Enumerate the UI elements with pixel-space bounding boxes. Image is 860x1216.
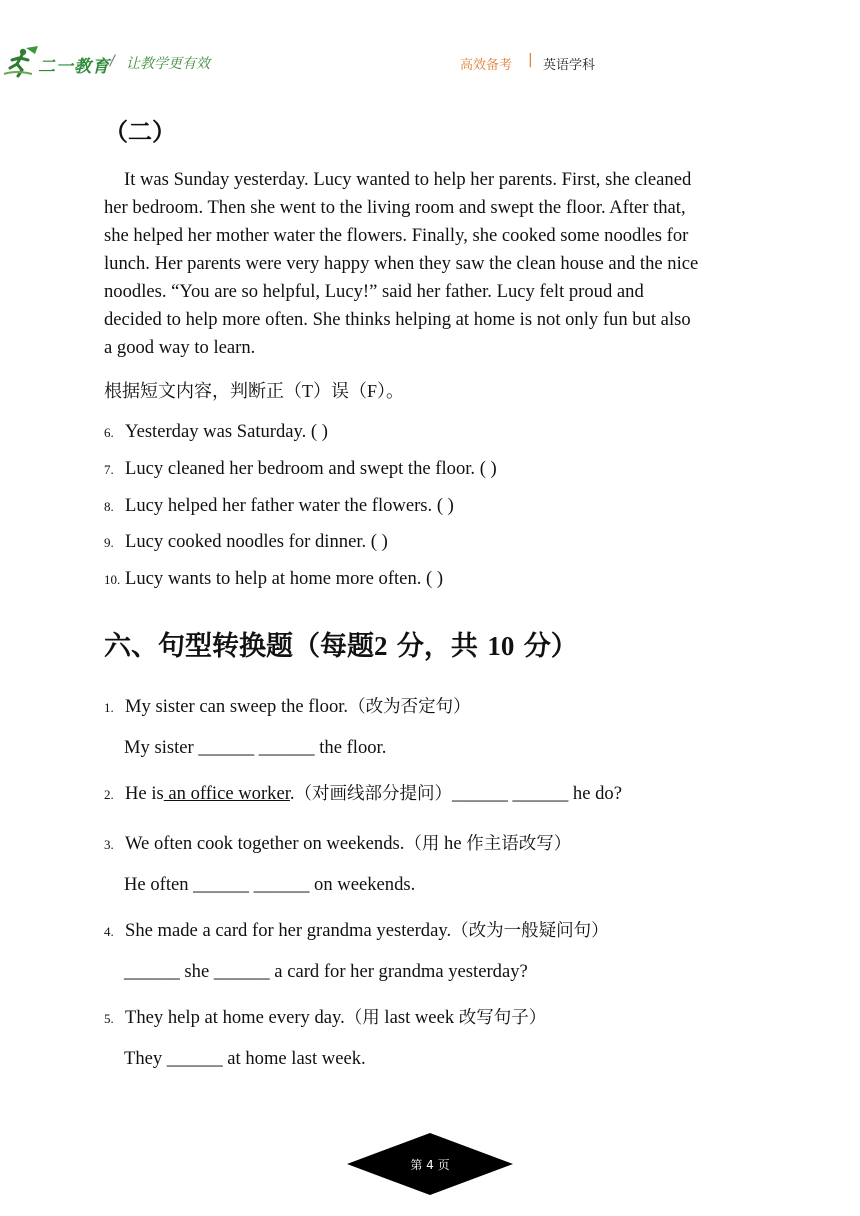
transform-question-5: 5. They help at home every day.（用 last week 改写句子） — [104, 1007, 547, 1028]
question-text: She made a card for her grandma yesterday. — [125, 920, 452, 941]
section-title: （二） — [104, 118, 176, 146]
transform-question-1 — [104, 693, 471, 718]
answer-line: ______ she ______ a card for her grandma yesterday? — [124, 961, 528, 982]
question-text: My sister can sweep the floor. — [125, 696, 349, 717]
transform-question-2: 2. He is an office worker.（对画线部分提问）______ ______ he do? — [104, 783, 622, 804]
header-slogan: 让教学更有效 — [126, 56, 210, 72]
question-item — [104, 458, 497, 480]
question-text: Lucy helped her father water the flowers. ( ) — [125, 495, 454, 516]
question-text: Yesterday was Saturday. ( ) — [125, 421, 328, 442]
section-six-title: 六、句型转换题（每题2 分，共 10 分） — [104, 631, 578, 662]
question-text: Lucy wants to help at home more often. ( ) — [125, 568, 444, 589]
reading-passage — [104, 166, 760, 362]
question-item — [104, 495, 454, 517]
question-text: Lucy cooked noodles for dinner. ( ) — [125, 531, 388, 552]
header-exam-label: 高效备考 — [460, 58, 513, 73]
question-number: 7. — [104, 462, 114, 477]
question-number: 9. — [104, 535, 114, 550]
question-text: We often cook together on weekends. — [125, 833, 405, 854]
transform-question-3: 3. We often cook together on weekends.（用 he 作主语改写） — [104, 833, 572, 854]
passage-line: a good way to learn. — [104, 337, 256, 358]
question-item — [104, 568, 443, 590]
question-item — [104, 421, 328, 443]
question-instruction: （改为一般疑问句） — [451, 921, 609, 941]
runner-logo-icon — [2, 44, 42, 78]
answer-line: They ______ at home last week. — [124, 1048, 366, 1069]
true-false-instruction: 根据短文内容，判断正（T）误（F）。 — [104, 381, 405, 402]
passage-line: lunch. Her parents were very happy when they saw the clean house and the nice — [104, 253, 699, 274]
passage-line: she helped her mother water the flowers. Finally, she cooked some noodles for — [104, 225, 689, 246]
page-number: 第 4 页 — [410, 1158, 450, 1172]
question-number: 4. — [104, 924, 114, 939]
header-slash: / — [110, 53, 115, 69]
question-number: 3. — [104, 837, 114, 852]
question-number: 1. — [104, 700, 114, 715]
question-number: 10. — [104, 572, 121, 587]
header-separator: | — [528, 52, 533, 68]
question-number: 6. — [104, 425, 114, 440]
underlined-phrase: an office worker — [163, 783, 290, 804]
question-item — [104, 531, 388, 553]
question-number: 8. — [104, 499, 114, 514]
question-number: 2. — [104, 787, 114, 802]
question-instruction: （改为否定句） — [348, 697, 471, 717]
passage-line: her bedroom. Then she went to the living room and swept the floor. After that, — [104, 197, 686, 218]
answer-line: My sister ______ ______ the floor. — [124, 737, 387, 758]
passage-line: It was Sunday yesterday. Lucy wanted to help her parents. First, she cleaned — [124, 169, 692, 190]
transform-question-4 — [104, 917, 609, 942]
answer-line: He often ______ ______ on weekends. — [124, 874, 416, 895]
answer-line: ______ ______ he do? — [452, 783, 622, 804]
question-number: 5. — [104, 1011, 114, 1026]
passage-line: decided to help more often. She thinks helping at home is not only fun but also — [104, 309, 691, 330]
passage-line: noodles. “You are so helpful, Lucy!” said her father. Lucy felt proud and — [104, 281, 644, 302]
header-subject-label: 英语学科 — [543, 58, 596, 73]
question-instruction: （对画线部分提问） — [294, 784, 453, 804]
question-text: They help at home every day. — [125, 1007, 345, 1028]
question-text: Lucy cleaned her bedroom and swept the floor. ( ) — [125, 458, 497, 479]
logo-wordmark: 二一教育 — [38, 57, 110, 77]
